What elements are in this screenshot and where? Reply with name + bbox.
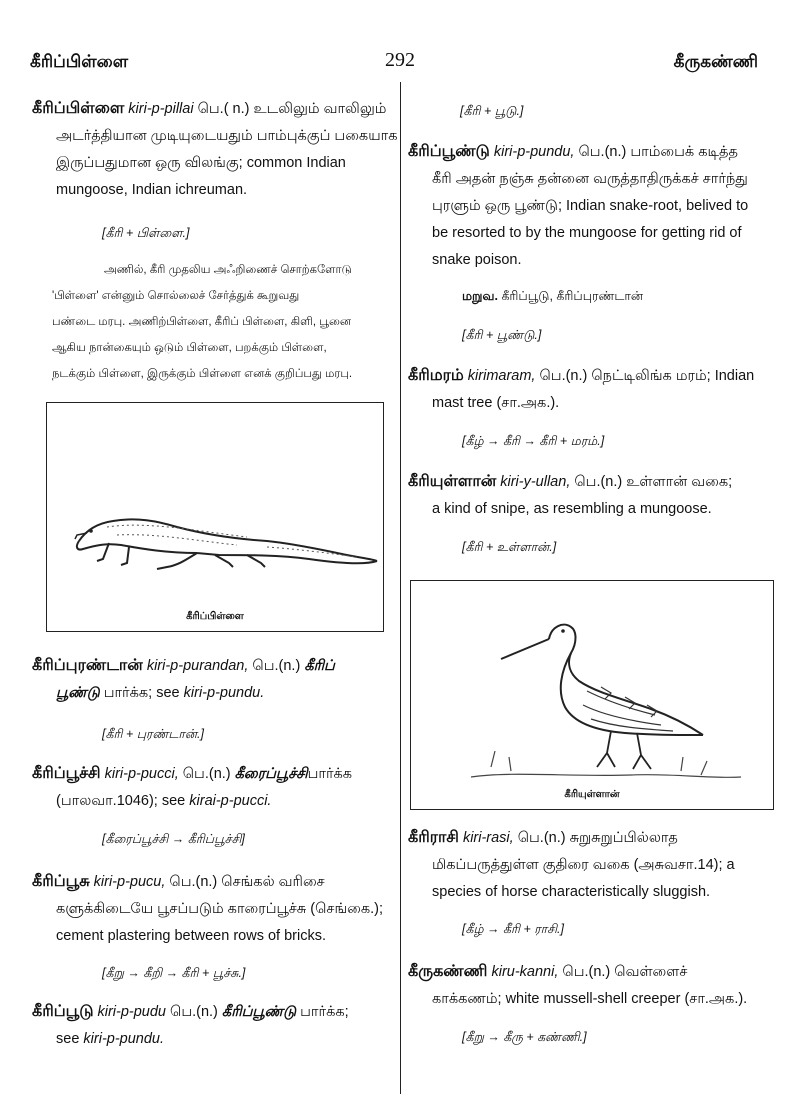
- synonym-text: கீரிப்பூடு, கீரிப்புரண்டான்: [501, 289, 643, 303]
- etymology: [கீரி + பூடு.]: [460, 104, 524, 118]
- transliteration: kiri-p-pudu: [97, 1004, 166, 1020]
- transliteration: kiru-kanni,: [491, 964, 559, 980]
- snipe-illustration: [411, 581, 773, 809]
- cross-reference: கீரிப்பூண்டு: [221, 1004, 297, 1020]
- etymology: [கீரைப்பூச்சி → கீரிப்பூச்சி]: [102, 832, 245, 846]
- definition-text: பார்க்க: [307, 766, 353, 782]
- commentary-line: ஆகிய நான்கையும் ஒடும் பிள்ளை, பறக்கும் பிள்ளை,: [52, 342, 327, 354]
- transliteration: kirimaram,: [467, 368, 536, 384]
- synonym-label: மறுவ.: [462, 289, 498, 303]
- definition-text: cement plastering between rows of bricks.: [56, 928, 326, 944]
- entry-kirippurandan: [32, 652, 335, 707]
- cross-reference: கீரிப்: [304, 658, 335, 674]
- transliteration: kirai-p-pucci.: [189, 793, 272, 809]
- definition-text: பெ.(n.) நெட்டிலிங்க மரம்; Indian: [539, 368, 755, 384]
- definition-text: பெ.(n.): [170, 1004, 218, 1020]
- definition-text: மிகப்பருத்துள்ள குதிரை வகை (அசுவசா.14); a: [432, 857, 735, 873]
- etymology: [கீழ் → கீரி + ராசி.]: [462, 922, 564, 936]
- definition-text: பார்க்க; see: [103, 685, 180, 701]
- definition-text: காக்கணம்; white mussell-shell creeper (சா.அக.).: [432, 991, 748, 1007]
- definition-text: பார்க்க;: [300, 1004, 349, 1020]
- definition-text: mast tree (சா.அக.).: [432, 395, 560, 411]
- commentary-block: [52, 257, 352, 387]
- synonym-line: [462, 289, 643, 305]
- headword: கீரிப்பூச்சி: [32, 765, 101, 782]
- transliteration: kiri-p-pillai: [128, 101, 194, 117]
- etymology: [கீரி + உள்ளான்.]: [462, 540, 557, 554]
- definition-text: பெ.(n.) உள்ளான் வகை;: [574, 474, 733, 490]
- commentary-line: 'பிள்ளை' என்னும் சொல்லைச் சேர்த்துக் கூறுவது: [52, 290, 300, 302]
- definition-text: கீரி அதன் நஞ்சு தன்னை வருத்தாதிருக்கச் சார்ந்து: [432, 171, 748, 187]
- figure-caption: கீரியுள்ளான்: [564, 789, 620, 800]
- headword: கீரியுள்ளான்: [408, 473, 497, 490]
- entry-kirukanni: [408, 958, 747, 1013]
- cross-reference: பூண்டு: [56, 685, 100, 701]
- running-head-right: கீருகண்ணி: [673, 52, 758, 71]
- headword: கீருகண்ணி: [408, 963, 488, 980]
- commentary-line: நடக்கும் பிள்ளை, இருக்கும் பிள்ளை எனக் குறிப்பது மரபு.: [52, 368, 353, 380]
- transliteration: kiri-p-pucu,: [93, 874, 166, 890]
- definition-text: களுக்கிடையே பூசப்படும் காரைப்பூச்சு (செங்கை.);: [56, 901, 384, 917]
- definition-text: mungoose, Indian ichreuman.: [56, 182, 248, 198]
- definition-text: அடர்த்தியான முடியுடையதும் பாம்புக்குப் பகையாக: [56, 128, 398, 144]
- column-divider: [400, 82, 401, 1094]
- definition-text: பெ.(n.): [252, 658, 301, 674]
- headword: கீரிமரம்: [408, 367, 464, 384]
- figure-mongoose: [46, 402, 384, 632]
- etymology: [கீறு → கீரு + கண்ணி.]: [462, 1030, 587, 1044]
- entry-kirippundu: [408, 138, 748, 274]
- transliteration: kiri-p-pundu.: [183, 685, 265, 701]
- entry-kirippillai: [32, 95, 397, 204]
- page-number: 292: [385, 49, 415, 71]
- entry-kirimaram: [408, 362, 754, 417]
- transliteration: kiri-p-pundu.: [83, 1031, 165, 1047]
- running-head-left: கீரிப்பிள்ளை: [30, 52, 129, 71]
- etymology: [கீரி + பூண்டு.]: [462, 328, 542, 342]
- headword: கீரிப்புரண்டான்: [32, 657, 143, 674]
- definition-text: species of horse characteristically sluggish.: [432, 884, 711, 900]
- transliteration: kiri-p-pucci,: [104, 766, 179, 782]
- etymology: [கீழ் → கீரி → கீரி + மரம்.]: [462, 434, 605, 448]
- transliteration: kiri-p-pundu,: [493, 144, 575, 160]
- definition-text: இருப்பதுமான ஒரு விலங்கு; common Indian: [56, 155, 346, 171]
- definition-text: பெ.(n.) பாம்பைக் கடித்த: [578, 144, 738, 160]
- headword: கீரிப்பூடு: [32, 1003, 94, 1020]
- transliteration: kiri-p-purandan,: [146, 658, 249, 674]
- entry-kirirasi: [408, 824, 735, 906]
- entry-kirippudu: [32, 998, 349, 1053]
- definition-text: பெ.(n.) செங்கல் வரிசை: [169, 874, 325, 890]
- figure-caption: கீரிப்பிள்ளை: [186, 611, 244, 622]
- etymology: [கீரி + பிள்ளை.]: [102, 226, 190, 240]
- definition-text: be resorted to by the mungoose for getting rid of: [432, 225, 742, 241]
- entry-kiriyullan: [408, 468, 732, 523]
- headword: கீரிராசி: [408, 829, 459, 846]
- definition-text: snake poison.: [432, 252, 522, 268]
- definition-text: (பாலவா.1046); see: [56, 793, 186, 809]
- entry-kirippucci: [32, 760, 352, 815]
- figure-snipe: [410, 580, 774, 810]
- cross-reference: கீரைப்பூச்சி: [234, 766, 308, 782]
- definition-text: பெ.(n.) சுறுசுறுப்பில்லாத: [517, 830, 678, 846]
- definition-text: பெ.(n.): [182, 766, 231, 782]
- definition-text: புரளும் ஒரு பூண்டு; Indian snake-root, belived to: [432, 198, 749, 214]
- headword: கீரிப்பூண்டு: [408, 143, 490, 160]
- definition-text: a kind of snipe, as resembling a mungoose.: [432, 501, 712, 517]
- transliteration: kiri-rasi,: [462, 830, 514, 846]
- etymology: [கீரி + புரண்டான்.]: [102, 727, 204, 741]
- definition-text: see: [56, 1031, 80, 1047]
- entry-kirippucu: [32, 868, 383, 950]
- commentary-line: பண்டை மரபு. அணிற்பிள்ளை, கீரிப் பிள்ளை, கிளி, பூனை: [52, 316, 351, 328]
- transliteration: kiri-y-ullan,: [500, 474, 571, 490]
- definition-text: பெ.(n.) வெள்ளைச்: [562, 964, 688, 980]
- headword: கீரிப்பிள்ளை: [32, 100, 125, 117]
- mongoose-illustration: [47, 403, 383, 631]
- commentary-line: அணில், கீரி முதலிய அஃறிணைச் சொற்களோடு: [104, 264, 352, 276]
- etymology: [கீறு → கீறி → கீரி + பூச்சு.]: [102, 966, 246, 980]
- headword: கீரிப்பூசு: [32, 873, 90, 890]
- definition-text: பெ.( n.) உடலிலும் வாலிலும்: [197, 101, 387, 117]
